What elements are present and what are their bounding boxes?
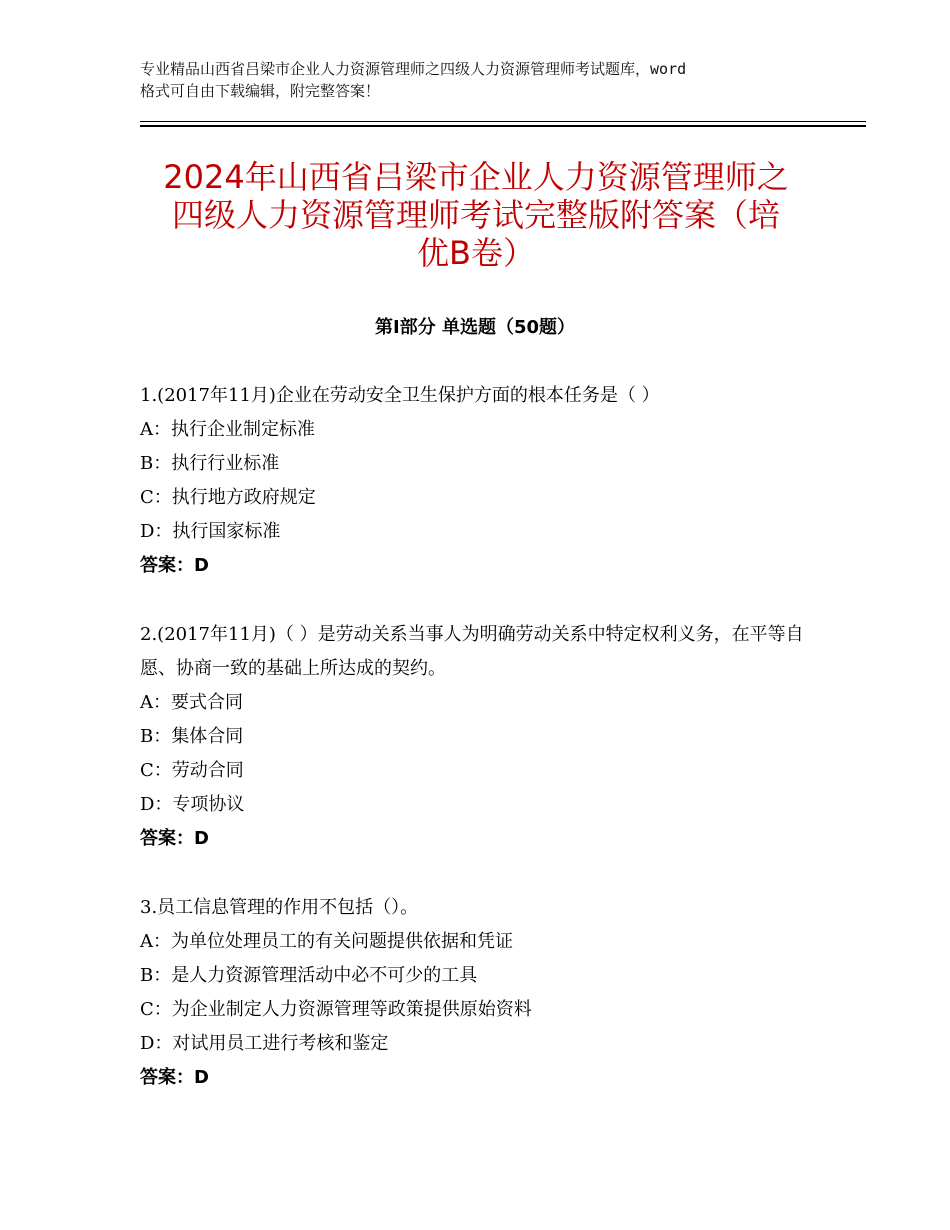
title-line: 2024年山西省吕梁市企业人力资源管理师之 (163, 158, 789, 196)
question-stem: 2.(2017年11月)（ ）是劳动关系当事人为明确劳动关系中特定权利义务，在平等自愿、协商一致的基础上所达成的契约。 (140, 624, 804, 679)
header-divider (140, 125, 866, 127)
question-option: B：是人力资源管理活动中必不可少的工具 (140, 965, 478, 986)
question-stem: 3.员工信息管理的作用不包括（）。 (140, 897, 419, 918)
question-answer: 答案：D (140, 1067, 209, 1088)
question-option: B：集体合同 (140, 726, 244, 747)
title-line: 四级人力资源管理师考试完整版附答案（培 (171, 196, 780, 234)
question-answer: 答案：D (140, 555, 209, 576)
title-line: 优B卷） (417, 234, 535, 272)
question-option: A：执行企业制定标准 (140, 419, 315, 440)
header-note-line: 格式可自由下载编辑，附完整答案！ (140, 82, 381, 100)
document-title (120, 158, 832, 272)
question-option: A：要式合同 (140, 692, 243, 713)
question-answer: 答案：D (140, 828, 209, 849)
question-option: C：执行地方政府规定 (140, 487, 316, 508)
header-divider (140, 121, 866, 122)
question-option: D：执行国家标准 (140, 521, 281, 542)
question-item (140, 379, 810, 583)
question-option: C：为企业制定人力资源管理等政策提供原始资料 (140, 999, 532, 1020)
question-stem: 1.(2017年11月)企业在劳动安全卫生保护方面的根本任务是（ ） (140, 385, 660, 406)
question-item (140, 618, 810, 856)
header-note (140, 58, 830, 102)
question-item (140, 891, 810, 1095)
section-title: 第Ⅰ部分 单选题（50题） (374, 317, 575, 338)
question-option: B：执行行业标准 (140, 453, 280, 474)
question-option: D：对试用员工进行考核和鉴定 (140, 1033, 389, 1054)
question-option: C：劳动合同 (140, 760, 244, 781)
question-option: D：专项协议 (140, 794, 245, 815)
question-option: A：为单位处理员工的有关问题提供依据和凭证 (140, 931, 513, 952)
header-note-line: 专业精品山西省吕梁市企业人力资源管理师之四级人力资源管理师考试题库，word (140, 60, 687, 78)
